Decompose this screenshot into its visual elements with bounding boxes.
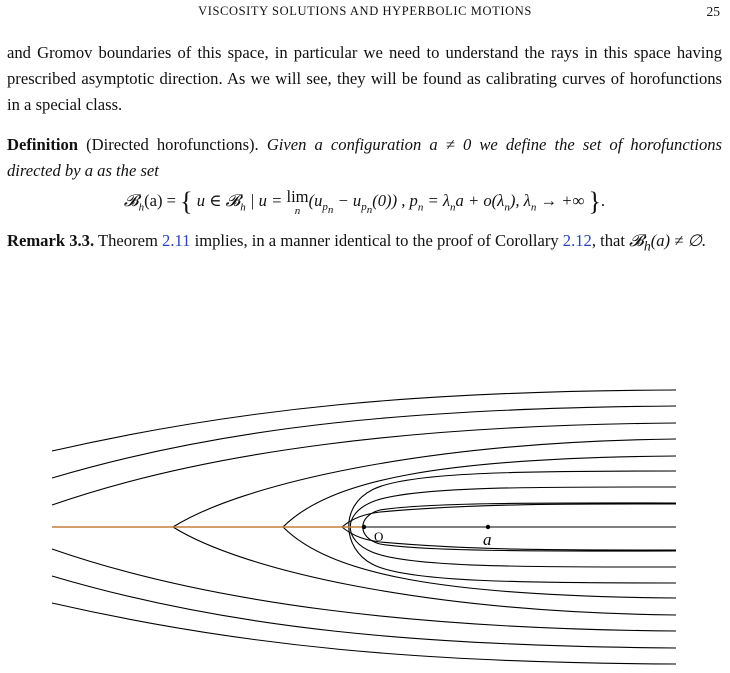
remark-paragraph (7, 228, 722, 259)
page-number: 25 (706, 4, 720, 19)
formula-part3: (u (308, 191, 323, 210)
lim-subscript: n (294, 205, 301, 217)
lower-curve-3 (52, 549, 676, 631)
formula-part1-sub: h (240, 201, 246, 214)
formula-part1: u ∈ 𝓑 (196, 191, 241, 210)
origin-label: O (374, 529, 384, 544)
formula-end: . (600, 191, 606, 210)
formula-part7-sub: n (504, 201, 510, 214)
formula-part5: (0)) , p (372, 191, 418, 210)
formula-part4-sub: p (361, 201, 367, 214)
page-header (0, 4, 730, 22)
upper-curve-3 (52, 423, 676, 505)
limit-operator (286, 188, 308, 216)
formula-part4-subsub: n (366, 204, 373, 217)
running-head: VISCOSITY SOLUTIONS AND HYPERBOLIC MOTIONS (198, 4, 532, 18)
lower-branch-1 (173, 527, 676, 615)
lower-branch-2 (283, 527, 676, 598)
page-body (7, 40, 722, 259)
remark-math-b: 𝓑 (629, 230, 644, 250)
horofunction-level-sets-figure (0, 370, 730, 670)
theorem-link[interactable]: 2.11 (162, 230, 191, 250)
formula-part7: a + o(λ (455, 191, 505, 210)
formula-lhs: 𝓑 (123, 191, 139, 210)
formula-part4: − u (333, 191, 362, 210)
definition-paragraph (7, 132, 722, 184)
remark-title: Remark 3.3. (7, 230, 95, 250)
remark-text-2: implies, in a manner identical to the proof of Corollary (190, 230, 563, 250)
upper-branch-2 (283, 456, 676, 527)
definition-text: Given a configuration a ≠ 0 we define the set of horofunctions directed by a as the set (7, 135, 722, 180)
point-a-label: a (483, 530, 492, 549)
formula-part5-sub: n (417, 201, 424, 214)
set-open-brace: { (180, 187, 193, 216)
formula-part8-sub: n (530, 201, 537, 214)
display-formula (7, 188, 722, 224)
lim-text: lim (286, 187, 309, 206)
remark-text-1: Theorem (97, 230, 163, 250)
remark-text-3: , that (591, 230, 630, 250)
formula-lhs-arg: (a) = (144, 191, 181, 210)
formula-part3-sub: p (322, 201, 328, 214)
inner-cusp (342, 504, 676, 527)
formula-part6: = λ (423, 191, 451, 210)
definition-name: (Directed horofunctions). (86, 135, 259, 154)
formula-part2: | u = (245, 191, 287, 210)
inner-cusp-lower (342, 527, 676, 550)
definition-title: Definition (7, 135, 78, 154)
formula-part9: → +∞ (536, 191, 585, 210)
origin-point (362, 525, 366, 529)
formula-part6-sub: n (450, 201, 456, 214)
formula-lhs-sub: h (138, 201, 145, 214)
upper-branch-1 (173, 439, 676, 527)
point-a (486, 525, 490, 529)
paragraph-intro: and Gromov boundaries of this space, in particular we need to understand the rays in this space having prescribed asymptotic direction. As we will see, they will be found as calibrating curves of horofunctions in a special class. (7, 43, 722, 114)
formula-part3-subsub: n (327, 204, 334, 217)
formula-part8: ), λ (509, 191, 531, 210)
corollary-link[interactable]: 2.12 (562, 230, 592, 250)
set-close-brace: } (588, 187, 601, 216)
remark-math-sub: h (643, 237, 651, 253)
remark-math-rest: (a) ≠ ∅. (650, 230, 707, 250)
